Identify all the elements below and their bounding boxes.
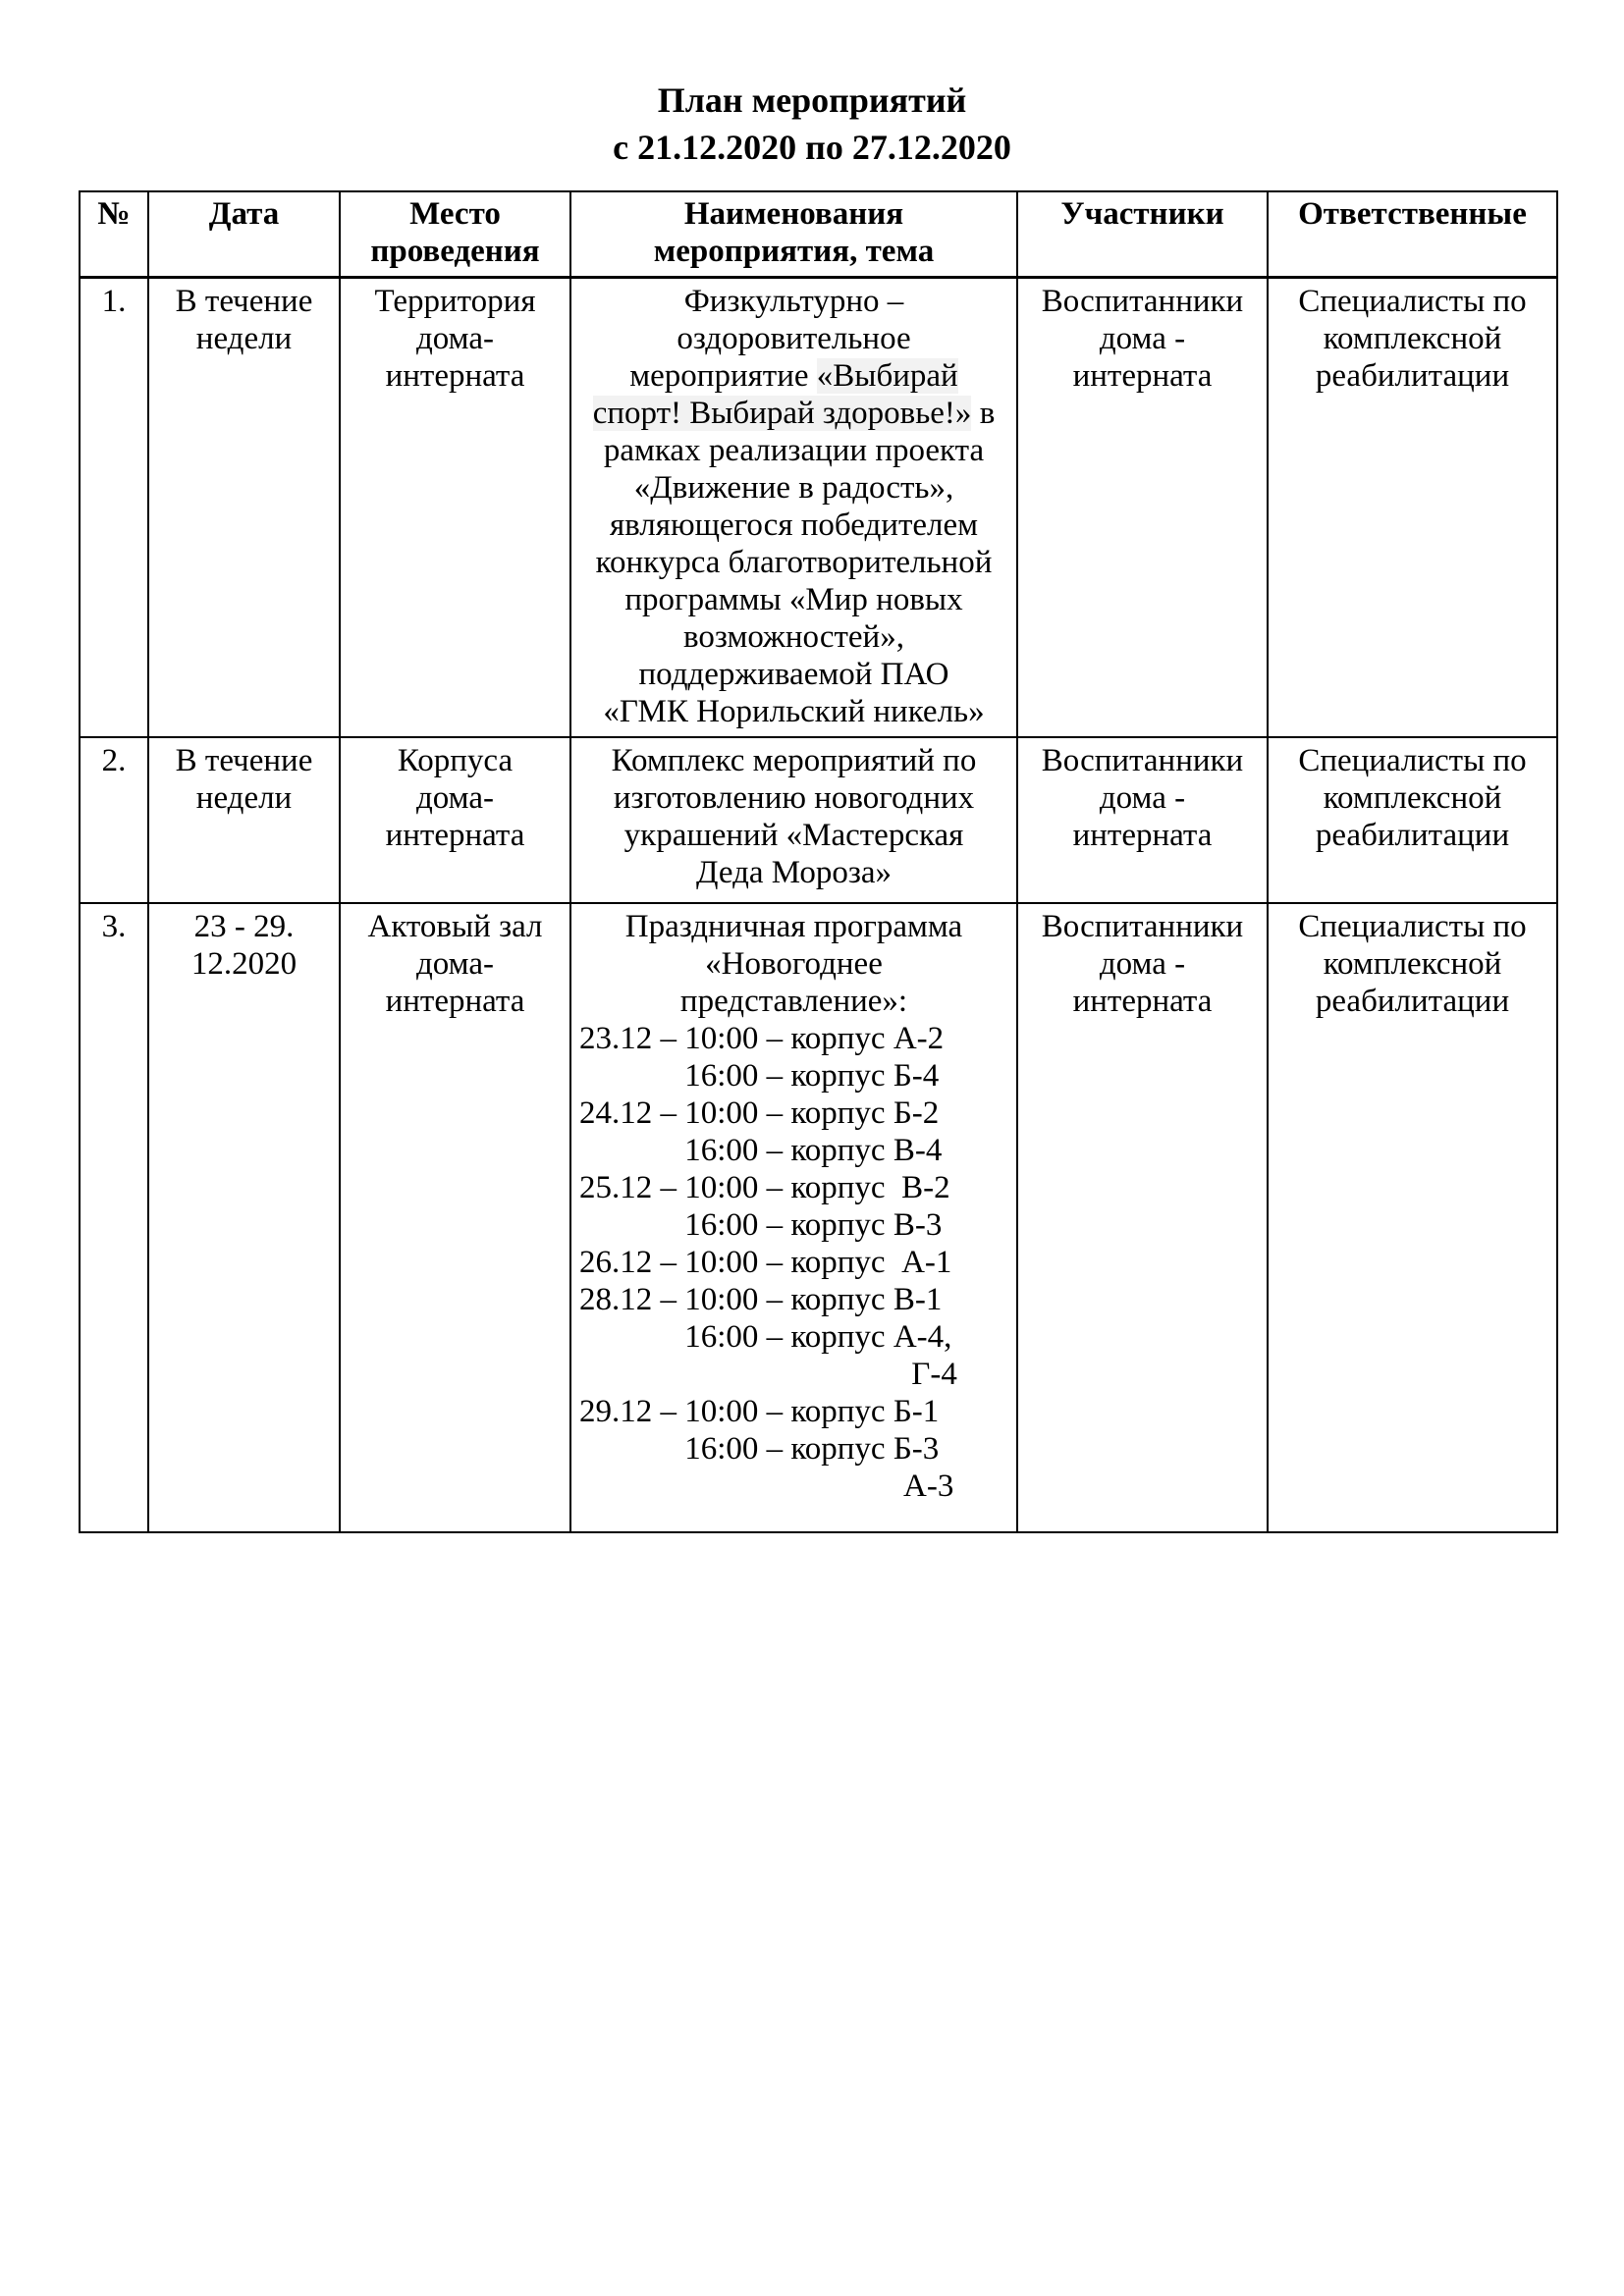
text-line: Специалисты по	[1298, 284, 1527, 319]
text-line: Воспитанники	[1041, 909, 1244, 944]
text-line: 16:00 – корпус Б-3	[579, 1431, 940, 1467]
text-line: оздоровительное	[677, 321, 911, 356]
text-line: дома -	[1099, 780, 1186, 816]
text-line: комплексной	[1323, 321, 1502, 356]
text-line: 29.12 – 10:00 – корпус Б-1	[579, 1394, 940, 1429]
cell-participants	[1017, 278, 1268, 738]
text-line: недели	[195, 321, 293, 356]
text-line: комплексной	[1323, 946, 1502, 982]
text-line: Дата	[208, 196, 280, 232]
highlight-text: «Выбирай	[816, 358, 958, 394]
text-segment: мероприятие	[629, 358, 817, 394]
text-line: 28.12 – 10:00 – корпус В-1	[579, 1282, 943, 1317]
text-line: дома-	[416, 321, 494, 356]
text-line: представление»:	[679, 984, 908, 1019]
table-row	[80, 737, 1557, 903]
text-line: Участники	[1060, 196, 1224, 232]
column-header-event-name	[570, 191, 1017, 278]
cell-event-name	[570, 278, 1017, 738]
text-line: 23.12 – 10:00 – корпус А-2	[579, 1021, 945, 1056]
text-line: 26.12 – 10:00 – корпус А-1	[579, 1245, 952, 1280]
text-line: 23 - 29.	[193, 909, 295, 944]
text-line: Воспитанники	[1041, 743, 1244, 778]
text-line: интерната	[1072, 358, 1213, 394]
cell-event-name	[570, 903, 1017, 1532]
text-line: Ответственные	[1298, 196, 1527, 232]
text-line: Воспитанники	[1041, 284, 1244, 319]
text-line: интерната	[385, 358, 525, 394]
text-line: 16:00 – корпус Б-4	[579, 1058, 940, 1094]
cell-responsible	[1268, 903, 1557, 1532]
text-line: 16:00 – корпус В-4	[579, 1133, 943, 1168]
text-line: являющегося победителем	[609, 507, 979, 543]
text-line: 25.12 – 10:00 – корпус В-2	[579, 1170, 950, 1205]
text-line: Специалисты по	[1298, 743, 1527, 778]
text-line: программы «Мир новых	[624, 582, 963, 617]
text-line: Территория	[374, 284, 536, 319]
document-title-line1: План мероприятий	[657, 80, 967, 120]
text-line: поддерживаемой ПАО	[638, 657, 949, 692]
text-line: 16:00 – корпус В-3	[579, 1207, 943, 1243]
cell-participants	[1017, 737, 1268, 903]
text-line: В течение	[175, 284, 313, 319]
text-line: реабилитации	[1315, 818, 1510, 853]
document-title	[0, 77, 1624, 171]
text-line: интерната	[1072, 818, 1213, 853]
text-line: Актовый зал	[367, 909, 543, 944]
text-segment: в	[971, 396, 996, 431]
text-line: возможностей»,	[683, 619, 904, 655]
text-line: интерната	[1072, 984, 1213, 1019]
text-line: дома -	[1099, 946, 1186, 982]
text-line	[579, 357, 1008, 395]
text-line: интерната	[385, 984, 525, 1019]
text-line: Место	[409, 196, 501, 232]
text-line: Специалисты по	[1298, 909, 1527, 944]
cell-participants	[1017, 903, 1268, 1532]
text-line: изготовлению новогодних	[613, 780, 975, 816]
text-line: дома-	[416, 946, 494, 982]
text-line: 24.12 – 10:00 – корпус Б-2	[579, 1095, 940, 1131]
cell-date	[148, 903, 340, 1532]
text-line: «Движение в радость»,	[633, 470, 954, 506]
table-row	[80, 278, 1557, 738]
text-line: Физкультурно –	[683, 284, 904, 319]
text-line: 3.	[101, 909, 127, 944]
text-line: дома-	[416, 780, 494, 816]
text-line: дома -	[1099, 321, 1186, 356]
text-line: А-3	[579, 1468, 954, 1504]
column-header-participants	[1017, 191, 1268, 278]
text-line: мероприятия, тема	[653, 234, 935, 269]
column-header-date	[148, 191, 340, 278]
text-line: Праздничная программа	[624, 909, 963, 944]
column-header-responsible	[1268, 191, 1557, 278]
highlight-text: спорт! Выбирай здоровье!»	[592, 396, 972, 431]
cell-number	[80, 278, 148, 738]
text-line: Комплекс мероприятий по	[611, 743, 977, 778]
cell-date	[148, 737, 340, 903]
text-line	[579, 395, 1008, 432]
cell-responsible	[1268, 278, 1557, 738]
text-line: украшений «Мастерская	[623, 818, 964, 853]
text-line: реабилитации	[1315, 984, 1510, 1019]
text-line: В течение	[175, 743, 313, 778]
table-header-row	[80, 191, 1557, 278]
text-line: рамках реализации проекта	[603, 433, 985, 468]
cell-place	[340, 278, 570, 738]
column-header-place	[340, 191, 570, 278]
text-line: 2.	[101, 743, 127, 778]
cell-number	[80, 903, 148, 1532]
text-line: реабилитации	[1315, 358, 1510, 394]
text-line: интерната	[385, 818, 525, 853]
text-line: 12.2020	[190, 946, 298, 982]
text-line: Наименования	[683, 196, 904, 232]
cell-number	[80, 737, 148, 903]
cell-place	[340, 903, 570, 1532]
cell-event-name	[570, 737, 1017, 903]
cell-place	[340, 737, 570, 903]
table-body	[80, 278, 1557, 1533]
column-header-number	[80, 191, 148, 278]
text-line: проведения	[370, 234, 540, 269]
text-line: «Новогоднее	[705, 946, 883, 982]
text-line: «ГМК Норильский никель»	[603, 694, 985, 729]
text-line: 16:00 – корпус А-4,	[579, 1319, 952, 1355]
cell-date	[148, 278, 340, 738]
events-table	[79, 190, 1558, 1533]
text-line: Г-4	[579, 1357, 957, 1392]
text-line: №	[97, 196, 131, 232]
text-line: 1.	[101, 284, 127, 319]
text-line: Деда Мороза»	[695, 855, 892, 890]
text-line: недели	[195, 780, 293, 816]
document-title-line2: с 21.12.2020 по 27.12.2020	[613, 128, 1011, 167]
cell-responsible	[1268, 737, 1557, 903]
table-row	[80, 903, 1557, 1532]
text-line: Корпуса	[397, 743, 514, 778]
text-line: конкурса благотворительной	[595, 545, 993, 580]
table-header	[80, 191, 1557, 278]
text-line: комплексной	[1323, 780, 1502, 816]
